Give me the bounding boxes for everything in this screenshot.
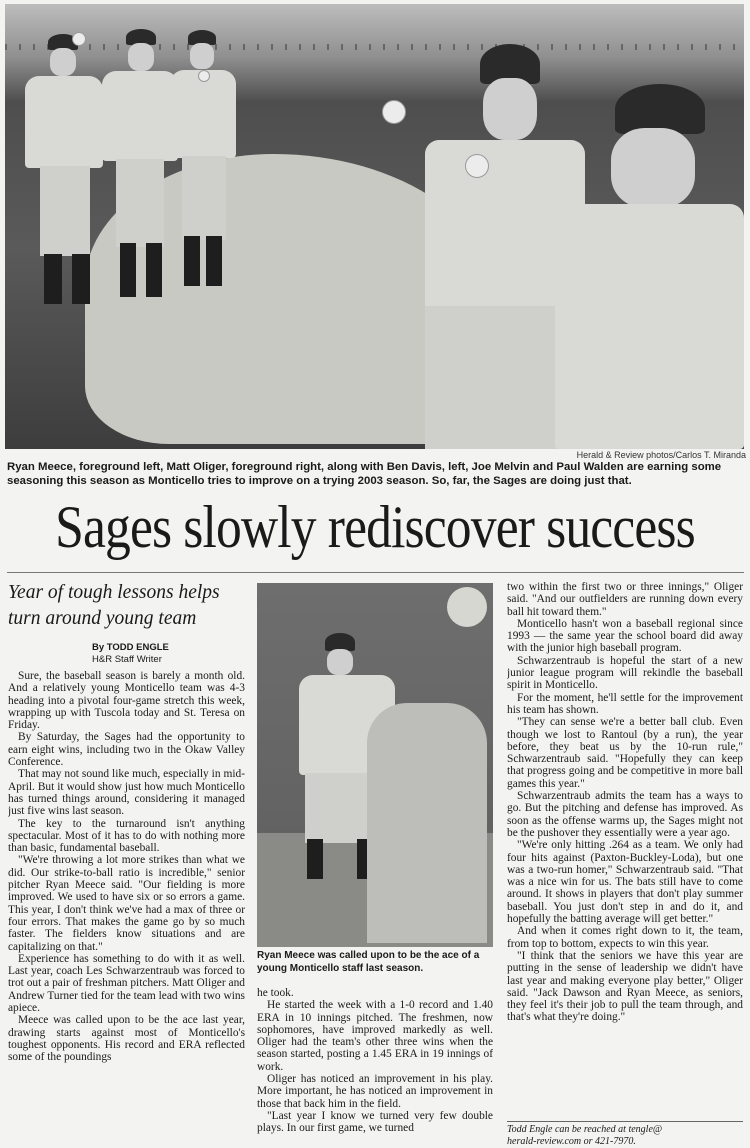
paragraph: By Saturday, the Sages had the opportunity to earn eight wins, including two in the Okaw Valley Conference.	[8, 731, 245, 769]
divider	[7, 572, 744, 573]
author-contact-line: Todd Engle can be reached at tengle@	[507, 1124, 663, 1135]
paragraph: "They can sense we're a better ball club. Even though we lost to Rantoul (by a run), the year before, they beat us by the 10-run rule," Schwarzentraub said. "Hopefully they can keep that progress going and be competitive in more ball games this year."	[507, 716, 743, 790]
catcher-foreground	[367, 703, 487, 943]
pitcher-photo	[257, 583, 493, 947]
paragraph: Sure, the baseball season is barely a month old. And a relatively young Monticello team was 4-3 heading into a pivotal four-game stretch this week, wrapping up with Tuscola today and St. Teresa on Friday.	[8, 670, 245, 732]
paragraph: The key to the turnaround isn't anything spectacular. Most of it has to do with nothing more than basic, fundamental baseball.	[8, 817, 245, 855]
top-photo-caption: Ryan Meece, foreground left, Matt Oliger, foreground right, along with Ben Davis, left, Joe Melvin and Paul Walden are earning some seasoning this season as Monticello tries to improve on a trying 2003 season. So, far, the Sages are doing just that.	[7, 461, 722, 487]
outfield-sign	[447, 587, 487, 627]
baseball-icon	[465, 154, 489, 178]
top-photo	[5, 4, 744, 449]
headline: Sages slowly rediscover success	[55, 494, 695, 560]
paragraph: For the moment, he'll settle for the improvement his team has shown.	[507, 691, 743, 716]
author-contact	[507, 1124, 743, 1148]
author-contact-line: herald-review.com or 421-7970.	[507, 1136, 636, 1147]
baseball-icon	[72, 32, 86, 46]
paragraph: That may not sound like much, especially in mid-April. But it would show just how much Monticello has turned things around, considering it managed just five wins last season.	[8, 768, 245, 818]
baseball-icon	[382, 100, 406, 124]
paragraph: two within the first two or three innings," Oliger said. "And our outfielders are running down every ball hit toward them."	[507, 581, 743, 618]
paragraph: Meece was called upon to be the ace last year, drawing starts against most of Monticello's toughest opponents. His record and ERA reflected some of the poundings	[8, 1014, 245, 1064]
paragraph: Oliger has noticed an improvement in his play. More important, he has noticed an improvement in those that back him in the field.	[257, 1073, 493, 1110]
byline-title: H&R Staff Writer	[92, 654, 162, 665]
photo-credit: Herald & Review photos/Carlos T. Miranda	[576, 450, 746, 460]
paragraph: Monticello hasn't won a baseball regional since 1993 — the same year the school board did away with the junior high baseball program.	[507, 617, 743, 655]
paragraph: And when it comes right down to it, the team, from top to bottom, expects to win this year.	[507, 925, 743, 950]
byline: By TODD ENGLE	[92, 642, 169, 653]
paragraph: "We're throwing a lot more strikes than what we did. Our strike-to-ball ratio is incredible," senior pitcher Ryan Meece said. "Our fielding is more improved. We used to have six or so errors a game. This year, I don't think we've had a max of three or four errors. That makes the game go by so much faster. The fielders know situations and are capitalizing on that."	[8, 854, 245, 953]
outfield-fence	[5, 44, 744, 50]
paragraph: Experience has something to do with it as well. Last year, coach Les Schwarzentraub was forced to trot out a pair of freshman pitchers. Matt Oliger and Andrew Turner tied for the team lead with two wins apiece.	[8, 952, 245, 1015]
article-column-2	[257, 987, 493, 1148]
article-column-1	[8, 670, 245, 1148]
divider	[507, 1121, 743, 1122]
paragraph: "Last year I know we turned very few double plays. In our first game, we turned	[257, 1109, 493, 1135]
paragraph: he took.	[257, 987, 294, 999]
pitcher-photo-caption: Ryan Meece was called upon to be the ace of a young Monticello staff last season.	[257, 950, 480, 974]
paragraph: Schwarzentraub admits the team has a ways to go. But the pitching and defense has improved. As soon as the offense warms up, the Sages might not be the pushover they essentially were a year ago.	[507, 790, 743, 839]
deck: Year of tough lessons helps turn around young team	[8, 582, 220, 629]
paragraph: He started the week with a 1-0 record and 1.40 ERA in 10 innings pitched. The freshmen, now sophomores, have improved markedly as well. Oliger had the team's other three wins when the season started, posting a 1.45 ERA in 19 innings of work.	[257, 999, 493, 1073]
article-column-3	[507, 581, 743, 1121]
baseball-icon	[198, 70, 210, 82]
paragraph: Schwarzentraub is hopeful the start of a new junior league program will rekindle the baseball spirit in Monticello.	[507, 654, 743, 692]
paragraph: "We're only hitting .264 as a team. We only had four hits against (Paxton-Buckley-Loda), but one was a two-run homer," Schwarzentraub said. "That was a nice win for us. The bats still have to come around. It shows in players that don't play summer baseball. You just don't step in and do it, and hopefully the batting average will get better."	[507, 839, 743, 926]
paragraph: "I think that the seniors we have this year are putting in the sense of leadership we didn't have last year and making everyone play better," Oliger said. "Jack Dawson and Ryan Meece, as seniors, they feel it's their job to pull the team through, and that's what they're doing."	[507, 949, 743, 1024]
